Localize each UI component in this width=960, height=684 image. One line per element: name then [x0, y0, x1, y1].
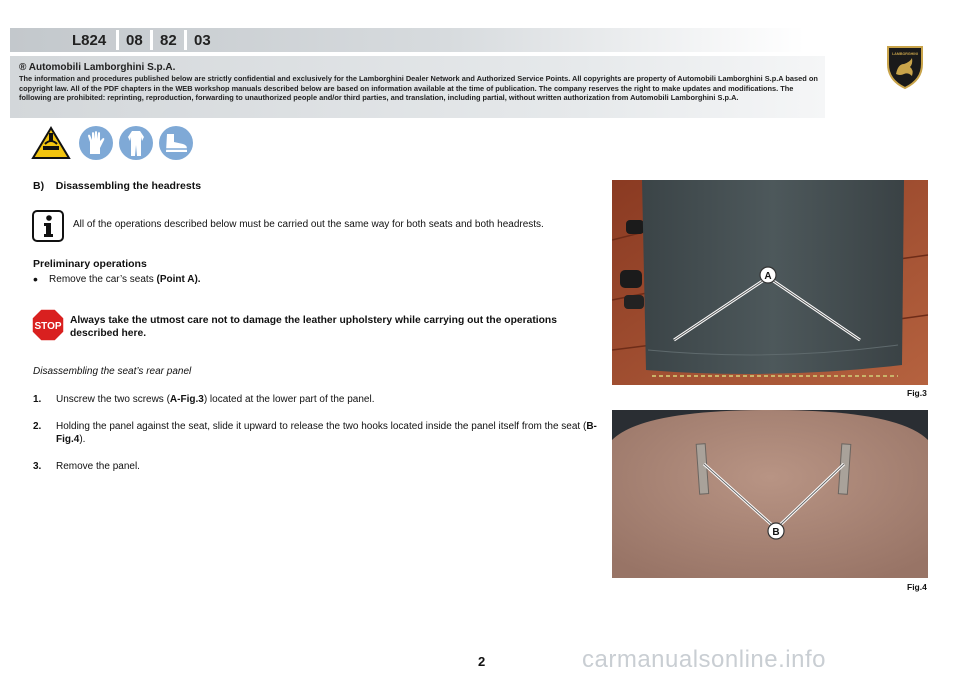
- step-text: Unscrew the two screws (: [56, 394, 170, 405]
- doc-code-subgroup: 82: [160, 32, 177, 49]
- preliminary-bullet: • Remove the car’s seats (Point A).: [33, 271, 201, 287]
- doc-code-group: 08: [126, 32, 143, 49]
- step-item: [33, 420, 603, 446]
- step-text: ) located at the lower part of the panel.: [203, 394, 375, 405]
- step-number: 2.: [33, 421, 42, 432]
- watermark: carmanualsonline.info: [582, 646, 826, 673]
- disclaimer-title: ® Automobili Lamborghini S.p.A.: [19, 62, 176, 73]
- figure-4-caption: Fig.4: [907, 582, 927, 592]
- step-ref: A-Fig.3: [169, 394, 204, 405]
- header-separator: [184, 30, 187, 50]
- preliminary-heading: Preliminary operations: [33, 258, 147, 270]
- hand-crush-warning-icon: [31, 126, 71, 160]
- doc-code-model: L824: [72, 32, 107, 49]
- lamborghini-bull-icon: [884, 44, 926, 90]
- figure-3-photo: [612, 180, 928, 385]
- warning-text: Always take the utmost care not to damage the leather upholstery while carrying out the operations described here.: [70, 315, 557, 339]
- disclaimer-text: The information and procedures published below are strictly confidential and exclusively for the Lamborghini Dealer Network and Authorized Service Points. All copyrights are property of Automobili Lamborghini S.p.A based on copyright law. All of the PDF chapters in the WEB workshop manuals described below are based on information available at the time of publication. The company reserves the right to make updates and modifications. The following are prohibited: reprinting, reproduction, forwarding to unauthorized people and/or third parties, and translation, including partial, without written authorization from Automobili Lamborghini S.p.A.: [19, 74, 818, 103]
- bullet-ref: (Point A).: [156, 274, 201, 285]
- overalls-icon: [119, 126, 153, 160]
- safety-shoe-icon: [159, 126, 193, 160]
- callout-a: A: [764, 271, 772, 282]
- step-number: 1.: [33, 394, 42, 405]
- info-note: All of the operations described below must be carried out the same way for both seats and both headrests.: [73, 219, 544, 230]
- page-number: 2: [478, 654, 486, 669]
- figure-4-photo: [612, 410, 928, 578]
- doc-code-section: 03: [194, 32, 211, 49]
- step-text: Holding the panel against the seat, slide it upward to release the two hooks located inside the panel itself from the seat (: [56, 421, 587, 432]
- step-item: [33, 393, 603, 406]
- info-icon: [32, 210, 64, 242]
- bullet-text: Remove the car’s seats: [49, 274, 157, 285]
- step-text: ).: [79, 434, 86, 445]
- section-title: B) Disassembling the headrests: [33, 180, 202, 192]
- callout-b: B: [772, 527, 780, 538]
- header-separator: [116, 30, 119, 50]
- figure-3-caption: Fig.3: [907, 388, 927, 398]
- stop-label: STOP: [34, 321, 62, 332]
- step-text: Remove the panel.: [56, 461, 140, 472]
- step-ref: B-Fig.4: [56, 421, 597, 445]
- step-item: [33, 460, 603, 473]
- step-number: 3.: [33, 461, 42, 472]
- header-separator: [150, 30, 153, 50]
- subheading: Disassembling the seat’s rear panel: [33, 366, 192, 377]
- logo-text: LAMBORGHINI: [892, 52, 918, 56]
- gloves-icon: [79, 126, 113, 160]
- stop-sign-icon: [31, 308, 65, 342]
